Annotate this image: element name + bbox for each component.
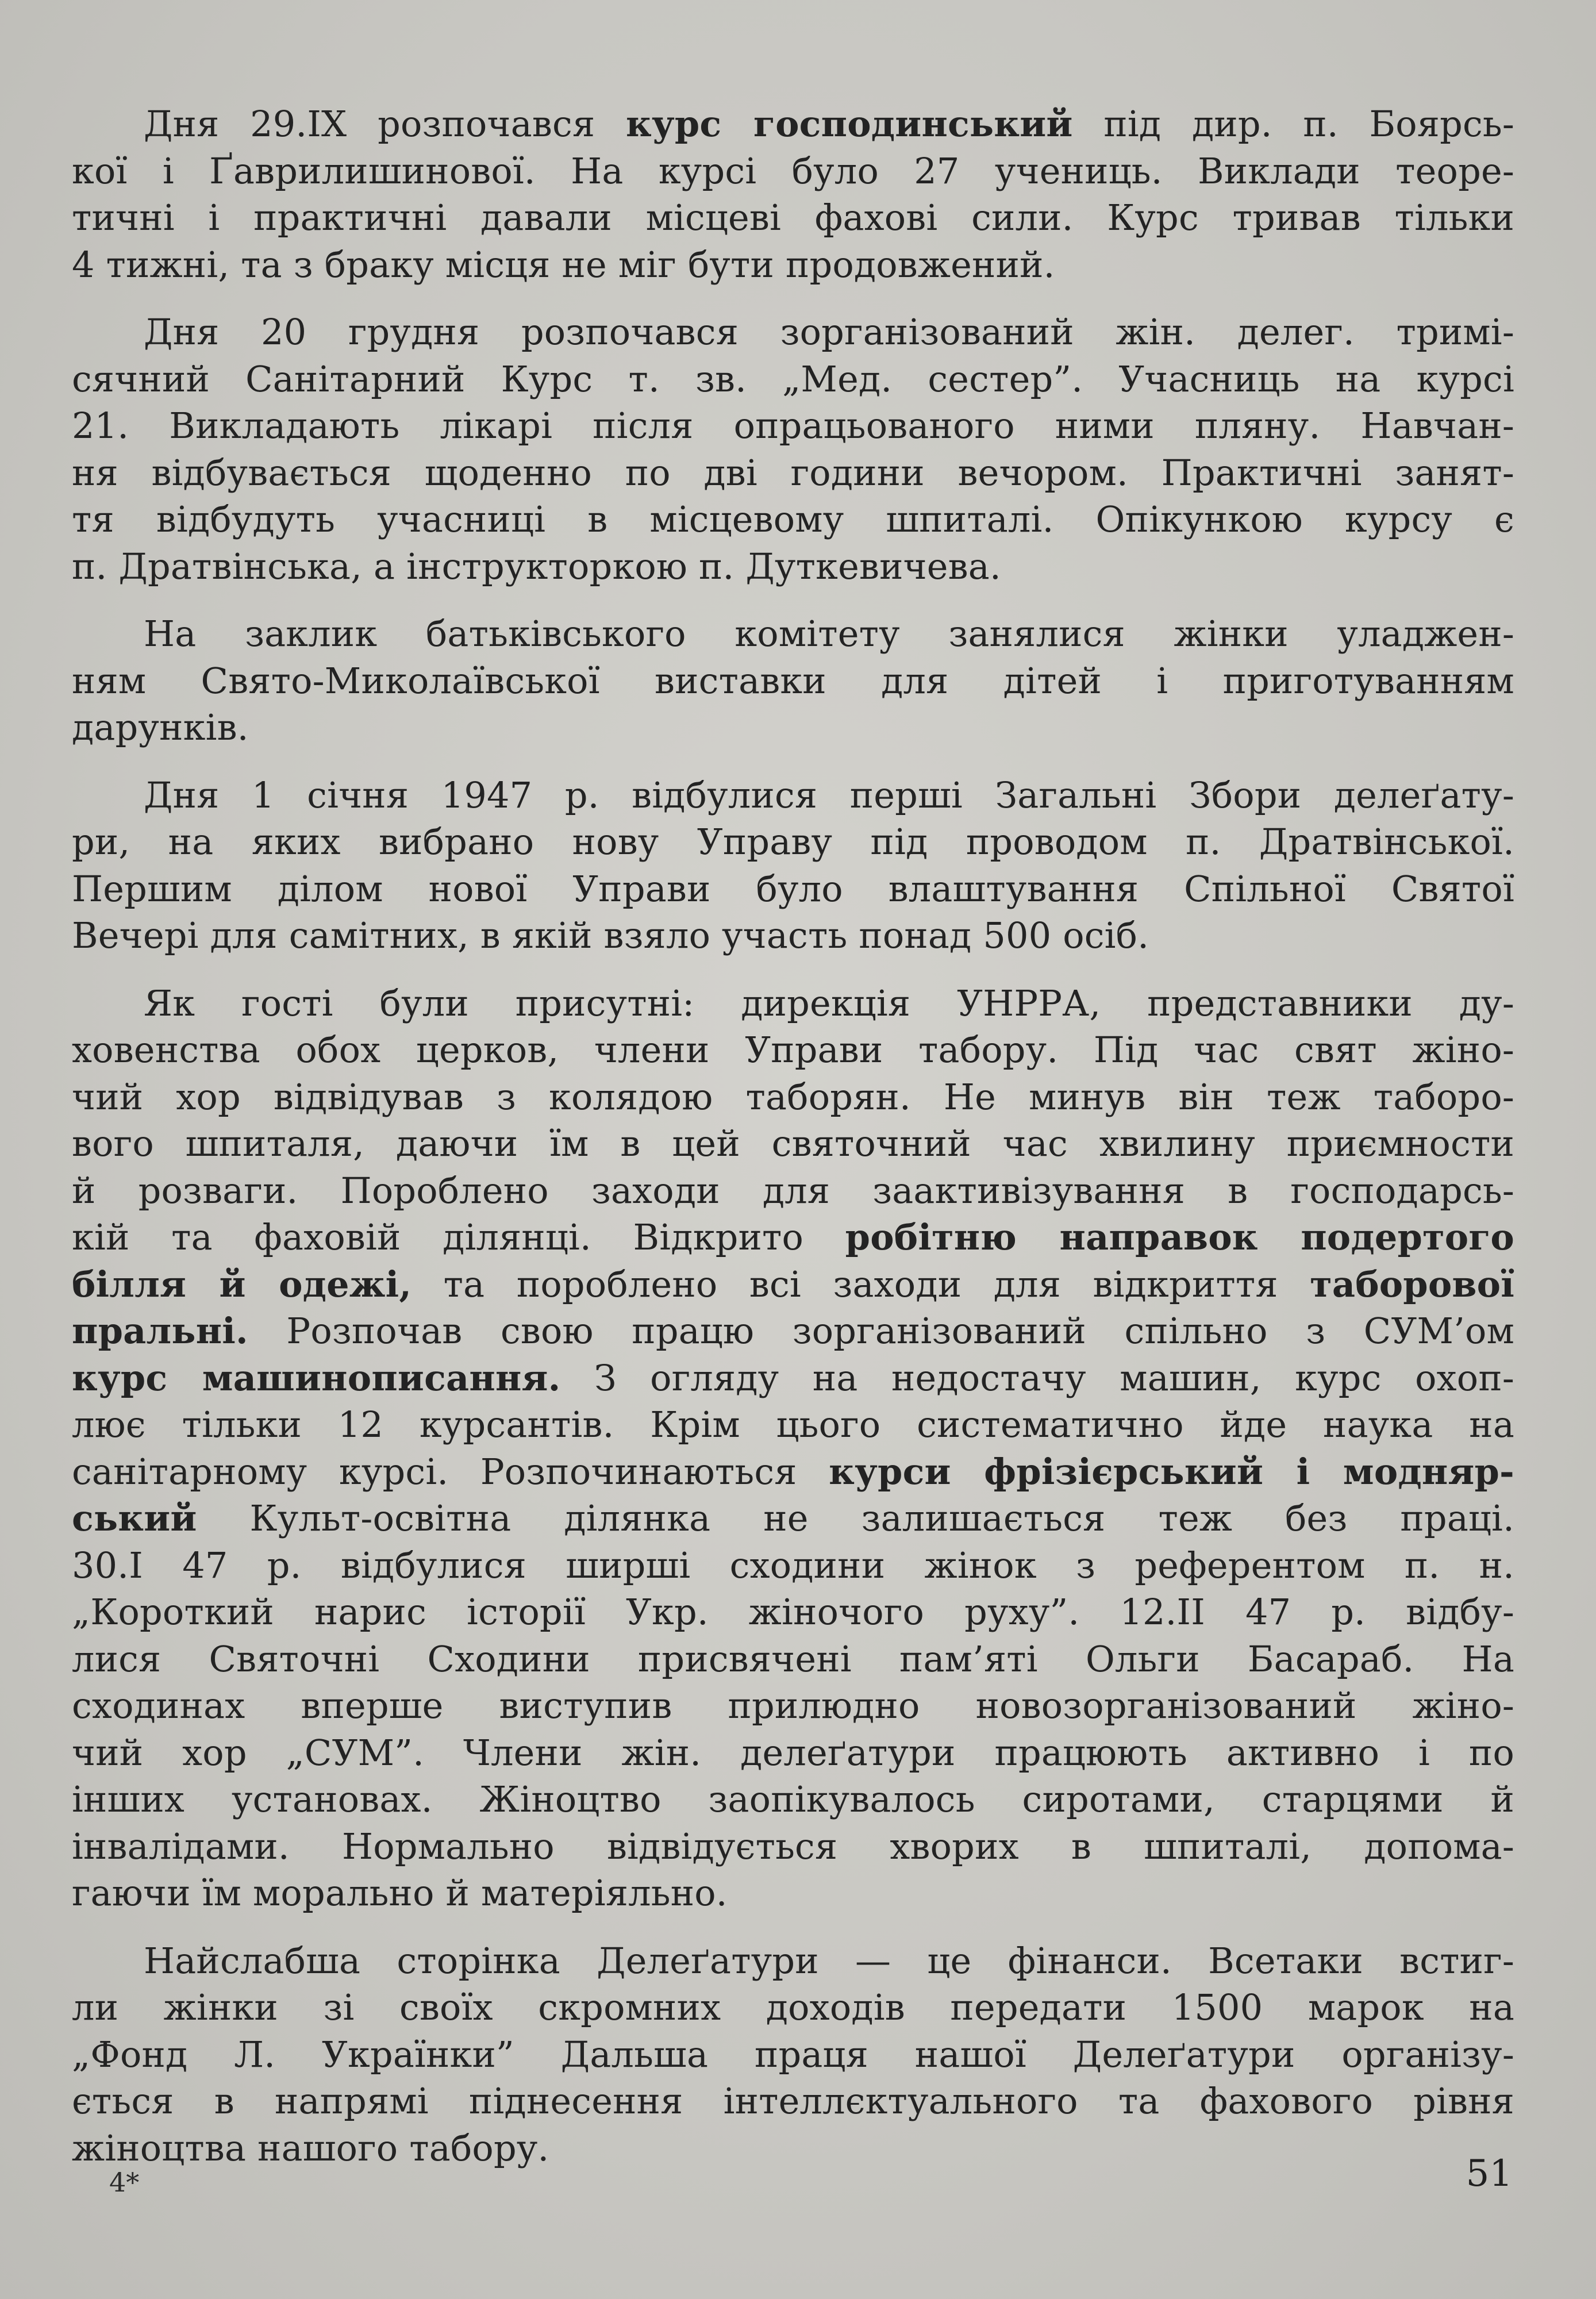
text-segment: інвалідами. Нормально відвідується хворих в шпиталі, допома- <box>72 1825 1514 1867</box>
bold-phrase: білля й одежі, <box>72 1263 412 1305</box>
text-segment: Дня 29.IX розпочався <box>144 103 626 145</box>
paragraph <box>72 980 1514 1917</box>
text-segment: 30.І 47 р. відбулися ширші сходини жінок з референтом п. н. <box>72 1544 1514 1586</box>
bold-phrase: курс машинописання. <box>72 1356 561 1399</box>
text-segment: сячний Санітарний Курс т. зв. „Мед. сестер”. Учасниць на курсі <box>72 357 1514 400</box>
text-segment: „Фонд Л. Українки” Дальша праця нашої Делеґатури організу- <box>72 2033 1514 2075</box>
text-line <box>72 449 1514 497</box>
text-line <box>72 610 1514 658</box>
text-line <box>72 1823 1514 1870</box>
text-line <box>72 866 1514 913</box>
text-segment: гаючи їм морально й матеріяльно. <box>72 1872 728 1914</box>
text-line <box>72 658 1514 705</box>
text-line <box>72 1120 1514 1167</box>
bold-phrase: курс господинський <box>625 103 1073 145</box>
text-segment: тя відбудуть учасниці в місцевому шпиталі. Опікункою курсу є <box>72 498 1514 540</box>
text-segment: ням Свято-Миколаївської виставки для дітей і приготуванням <box>72 659 1514 702</box>
bold-phrase: курси фрізієрський і модняр- <box>829 1450 1514 1493</box>
text-line <box>72 1074 1514 1121</box>
bold-phrase: таборової <box>1310 1263 1514 1305</box>
text-line <box>72 1589 1514 1636</box>
text-line <box>72 101 1514 148</box>
text-segment: ли жінки зі своїх скромних доходів передати 1500 марок на <box>72 1986 1514 2028</box>
text-segment: під дир. п. Боярсь- <box>1072 103 1515 145</box>
text-segment: кій та фаховій ділянці. Відкрито <box>72 1216 845 1258</box>
text-segment: чий хор відвідував з колядою таборян. Не минув він теж таборо- <box>72 1075 1514 1118</box>
text-segment: жіноцтва нашого табору. <box>72 2127 549 2169</box>
text-line <box>72 1308 1514 1355</box>
text-line <box>72 1214 1514 1261</box>
text-line <box>72 2031 1514 2078</box>
text-line <box>72 1448 1514 1495</box>
text-segment: Першим ділом нової Управи було влаштування Спільної Святої <box>72 867 1514 910</box>
text-segment: Вечері для самітних, в якій взяло участь понад 500 осіб. <box>72 914 1149 956</box>
text-line <box>72 1682 1514 1729</box>
text-segment: 4 тижні, та з браку місця не міг бути продовжений. <box>72 243 1055 286</box>
text-segment: „Короткий нарис історії Укр. жіночого руху”. 12.II 47 р. відбу- <box>72 1591 1514 1633</box>
text-line <box>72 1984 1514 2031</box>
text-line <box>72 912 1514 959</box>
bold-phrase: робітню направок подертого <box>845 1216 1514 1258</box>
text-segment: сходинах вперше виступив прилюдно новозорганізований жіно- <box>72 1685 1514 1727</box>
text-line <box>72 402 1514 449</box>
bold-phrase: ський <box>72 1497 197 1539</box>
text-segment: дарунків. <box>72 706 249 748</box>
text-line <box>72 496 1514 543</box>
text-segment: кої і Ґаврилишинової. На курсі було 27 учениць. Виклади теоре- <box>72 149 1514 192</box>
text-segment: Дня 20 грудня розпочався зорганізований жін. делег. тримі- <box>144 311 1514 353</box>
text-segment: ховенства обох церков, члени Управи табору. Під час свят жіно- <box>72 1029 1514 1071</box>
text-segment: чий хор „СУМ”. Члени жін. делеґатури працюють активно і по <box>72 1731 1514 1774</box>
text-line <box>72 1027 1514 1074</box>
text-line <box>72 1542 1514 1589</box>
text-line <box>72 356 1514 403</box>
text-segment: та пороблено всі заходи для відкриття <box>412 1263 1310 1305</box>
page-number: 51 <box>1466 2152 1513 2195</box>
text-line <box>72 1937 1514 1985</box>
text-line <box>72 980 1514 1027</box>
text-line <box>72 309 1514 356</box>
text-segment: Розпочав свою працю зорганізований спільно з СУМ’ом <box>248 1310 1514 1352</box>
paragraph <box>72 101 1514 288</box>
paragraph <box>72 309 1514 590</box>
text-segment: Як гості були присутні: дирекція УНРРА, представники ду- <box>144 982 1514 1024</box>
text-line <box>72 772 1514 819</box>
text-line <box>72 704 1514 751</box>
text-segment: З огляду на недостачу машин, курс охоп- <box>560 1356 1514 1399</box>
text-line <box>72 2078 1514 2125</box>
text-segment: інших установах. Жіноцтво заопікувалось сиротами, старцями й <box>72 1778 1514 1820</box>
text-segment: й розваги. Пороблено заходи для заактивізування в господарсь- <box>72 1169 1514 1212</box>
text-line <box>72 818 1514 866</box>
text-segment: вого шпиталя, даючи їм в цей святочний час хвилину приємности <box>72 1122 1514 1164</box>
text-line <box>72 1776 1514 1823</box>
text-segment: ри, на яких вибрано нову Управу під проводом п. Дратвінської. <box>72 821 1514 863</box>
bold-phrase: пральні. <box>72 1310 248 1352</box>
paragraph <box>72 1937 1514 2172</box>
text-segment: санітарному курсі. Розпочинаються <box>72 1450 829 1493</box>
text-line <box>72 2125 1514 2172</box>
text-segment: Культ-освітна ділянка не залишається теж без праці. <box>197 1497 1514 1539</box>
text-line <box>72 1870 1514 1917</box>
text-segment: тичні і практичні давали місцеві фахові сили. Курс тривав тільки <box>72 197 1514 239</box>
text-line <box>72 194 1514 241</box>
text-line <box>72 1355 1514 1402</box>
text-line <box>72 148 1514 195</box>
text-segment: 21. Викладають лікарі після опрацьованого ними пляну. Навчан- <box>72 405 1514 447</box>
text-line <box>72 1495 1514 1542</box>
text-line <box>72 1729 1514 1777</box>
text-segment: п. Дратвінська, а інструкторкою п. Дуткевичева. <box>72 545 1001 587</box>
signature-mark: 4* <box>109 2167 140 2198</box>
text-segment: лися Святочні Сходини присвячені пам’яті Ольги Басараб. На <box>72 1637 1514 1680</box>
text-line <box>72 241 1514 289</box>
text-segment: На заклик батьківського комітету занялися жінки уладжен- <box>144 613 1514 655</box>
text-line <box>72 1636 1514 1683</box>
text-line <box>72 543 1514 590</box>
text-line <box>72 1401 1514 1448</box>
text-segment: ня відбувається щоденно по дві години вечором. Практичні занят- <box>72 451 1514 494</box>
text-segment: ється в напрямі піднесення інтеллєктуального та фахового рівня <box>72 2080 1514 2122</box>
text-line <box>72 1261 1514 1308</box>
text-segment: Найслабша сторінка Делеґатури — це фінанси. Всетаки встиг- <box>144 1939 1514 1982</box>
text-segment: Дня 1 січня 1947 р. відбулися перші Загальні Збори делеґату- <box>144 774 1514 816</box>
text-segment: лює тільки 12 курсантів. Крім цього систематично йде наука на <box>72 1404 1514 1445</box>
text-line <box>72 1167 1514 1214</box>
paragraph <box>72 772 1514 959</box>
document-page <box>72 101 1514 2227</box>
paragraph <box>72 610 1514 751</box>
